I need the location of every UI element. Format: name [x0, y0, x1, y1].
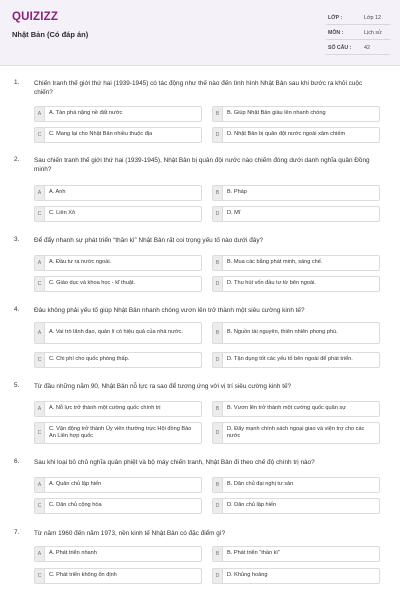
- page-title: Nhật Bản (Có đáp án): [12, 30, 89, 39]
- option-text: A. Quân chủ lập hiến: [49, 481, 102, 488]
- option-letter: D: [213, 207, 223, 221]
- option-text: A. Tàn phá nặng nề đất nước: [49, 110, 123, 117]
- meta-row-grade: [326, 11, 390, 25]
- worksheet-header: [0, 0, 400, 66]
- option-c[interactable]: [34, 352, 202, 368]
- option-a[interactable]: [34, 255, 202, 271]
- option-letter: C: [35, 277, 45, 291]
- question-number: 1.: [14, 79, 20, 86]
- option-d[interactable]: [212, 422, 380, 444]
- option-text: A. Anh: [49, 189, 66, 196]
- option-a[interactable]: [34, 322, 202, 344]
- option-letter: B: [213, 323, 223, 343]
- option-b[interactable]: [212, 106, 380, 122]
- option-text: A. Đầu tư ra nước ngoài.: [49, 259, 112, 266]
- question-number: 3.: [14, 236, 20, 243]
- option-letter: A: [35, 547, 45, 561]
- option-c[interactable]: [34, 206, 202, 222]
- option-d[interactable]: [212, 498, 380, 514]
- option-c[interactable]: [34, 276, 202, 292]
- option-text: A. Nỗ lực trở thành một cường quốc chính trị: [49, 405, 161, 412]
- option-letter: D: [213, 277, 223, 291]
- option-c[interactable]: [34, 127, 202, 143]
- option-letter: C: [35, 569, 45, 583]
- option-text: C. Chi phí cho quốc phòng thấp.: [49, 356, 130, 363]
- option-a[interactable]: [34, 401, 202, 417]
- option-letter: B: [213, 402, 223, 416]
- quizizz-logo: [12, 11, 58, 23]
- option-text: D. Đẩy mạnh chính sách ngoại giao và viện trợ cho các nước: [227, 425, 365, 439]
- option-d[interactable]: [212, 568, 380, 584]
- option-text: C. Vận động trở thành Ủy viên thường trực Hội đồng Bảo An Liên hợp quốc: [49, 425, 192, 439]
- option-text: B. Giúp Nhật Bản giàu lên nhanh chóng: [227, 110, 326, 117]
- option-text: D. Thu hút vốn đầu tư từ bên ngoài.: [227, 280, 316, 287]
- meta-value: Lớp 12: [364, 15, 382, 21]
- option-text: C. Giáo dục và khoa học - kĩ thuật.: [49, 280, 136, 287]
- option-c[interactable]: [34, 568, 202, 584]
- option-d[interactable]: [212, 127, 380, 143]
- meta-value: Lịch sử: [364, 30, 382, 36]
- logo-text: QUIZIZZ: [12, 11, 59, 23]
- question-number: 7.: [14, 529, 20, 536]
- question-number: 4.: [14, 306, 20, 313]
- option-text: A. Phát triển nhanh: [49, 550, 97, 557]
- question-text: Sau chiến tranh thế giới thứ hai (1939-1945), Nhật Bản bị quân đội nước nào chiếm đóng dưới danh nghĩa quân Đồng minh?: [34, 157, 370, 173]
- question-number: 6.: [14, 458, 20, 465]
- option-text: B. Pháp: [227, 189, 247, 196]
- option-b[interactable]: [212, 477, 380, 493]
- option-d[interactable]: [212, 206, 380, 222]
- option-letter: A: [35, 256, 45, 270]
- option-letter: A: [35, 186, 45, 200]
- question-text: Đâu không phải yếu tố giúp Nhật Bản nhanh chóng vươn lên trở thành một siêu cường kinh tế?: [34, 307, 305, 314]
- option-letter: D: [213, 128, 223, 142]
- option-c[interactable]: [34, 498, 202, 514]
- option-letter: D: [213, 499, 223, 513]
- option-letter: A: [35, 323, 45, 343]
- option-text: B. Dân chủ đại nghị tư sản: [227, 481, 294, 488]
- option-letter: B: [213, 256, 223, 270]
- question-text: Để đẩy nhanh sự phát triển “thần kì” Nhật Bản rất coi trọng yếu tố nào dưới đây?: [34, 237, 264, 244]
- option-text: B. Vươn lên trở thành một cường quốc quân sự: [227, 405, 346, 412]
- option-text: C. Mang lại cho Nhật Bản nhiều thuộc địa: [49, 131, 153, 138]
- option-b[interactable]: [212, 401, 380, 417]
- option-letter: B: [213, 478, 223, 492]
- option-text: C. Phát triển không ổn định: [49, 572, 117, 579]
- option-text: D. Dân chủ lập hiến: [227, 502, 277, 509]
- meta-label: MÔN :: [328, 30, 344, 36]
- option-b[interactable]: [212, 546, 380, 562]
- option-letter: C: [35, 128, 45, 142]
- option-text: B. Nguồn tài nguyên, thiên nhiên phong phú.: [227, 329, 338, 336]
- option-letter: B: [213, 547, 223, 561]
- option-a[interactable]: [34, 185, 202, 201]
- option-letter: D: [213, 423, 223, 443]
- meta-label: SỐ CÂU :: [328, 45, 352, 51]
- meta-row-count: [326, 41, 390, 55]
- option-letter: C: [35, 423, 45, 443]
- option-letter: D: [213, 353, 223, 367]
- option-text: B. Mua các bằng phát minh, sáng chế.: [227, 259, 323, 266]
- meta-label: LỚP :: [328, 15, 343, 21]
- option-letter: D: [213, 569, 223, 583]
- option-letter: C: [35, 353, 45, 367]
- option-text: D. Mĩ: [227, 210, 241, 217]
- question-number: 2.: [14, 156, 20, 163]
- option-text: D. Tận dụng tốt các yếu tố bên ngoài để phát triển.: [227, 356, 353, 363]
- option-a[interactable]: [34, 106, 202, 122]
- option-text: A. Vai trò lãnh đạo, quản lí có hiệu quả của nhà nước.: [49, 329, 183, 336]
- option-text: D. Nhật Bản bị quân đội nước ngoài xâm chiếm: [227, 131, 346, 138]
- option-b[interactable]: [212, 255, 380, 271]
- option-text: C. Dân chủ cộng hòa: [49, 502, 102, 509]
- option-d[interactable]: [212, 352, 380, 368]
- option-letter: A: [35, 402, 45, 416]
- question-text: Từ năm 1960 đến năm 1973, nền kinh tế Nhật Bản có đặc điểm gì?: [34, 530, 226, 537]
- option-a[interactable]: [34, 477, 202, 493]
- question-text: Sau khi loại bỏ chủ nghĩa quân phiệt và bộ máy chiến tranh, Nhật Bản đi theo chế độ chính trị nào?: [34, 459, 315, 466]
- question-text: Chiến tranh thế giới thứ hai (1939-1945) có tác động như thế nào đến tình hình Nhật Bản sau khi bước ra khỏi cuộc chiến?: [34, 80, 363, 96]
- option-letter: A: [35, 107, 45, 121]
- meta-row-subject: [326, 26, 390, 40]
- option-letter: B: [213, 186, 223, 200]
- option-letter: C: [35, 499, 45, 513]
- option-b[interactable]: [212, 185, 380, 201]
- option-text: C. Liên Xô: [49, 210, 76, 217]
- option-d[interactable]: [212, 276, 380, 292]
- option-b[interactable]: [212, 322, 380, 344]
- option-letter: B: [213, 107, 223, 121]
- option-text: B. Phát triển “thần kì”: [227, 550, 280, 557]
- option-a[interactable]: [34, 546, 202, 562]
- option-text: D. Khủng hoảng: [227, 572, 268, 579]
- meta-value: 42: [364, 45, 370, 51]
- option-letter: A: [35, 478, 45, 492]
- question-text: Từ đầu những năm 90, Nhật Bản nỗ lực ra sao để tương ứng với vị trí siêu cường kinh tế?: [34, 383, 292, 390]
- option-c[interactable]: [34, 422, 202, 444]
- question-number: 5.: [14, 382, 20, 389]
- option-letter: C: [35, 207, 45, 221]
